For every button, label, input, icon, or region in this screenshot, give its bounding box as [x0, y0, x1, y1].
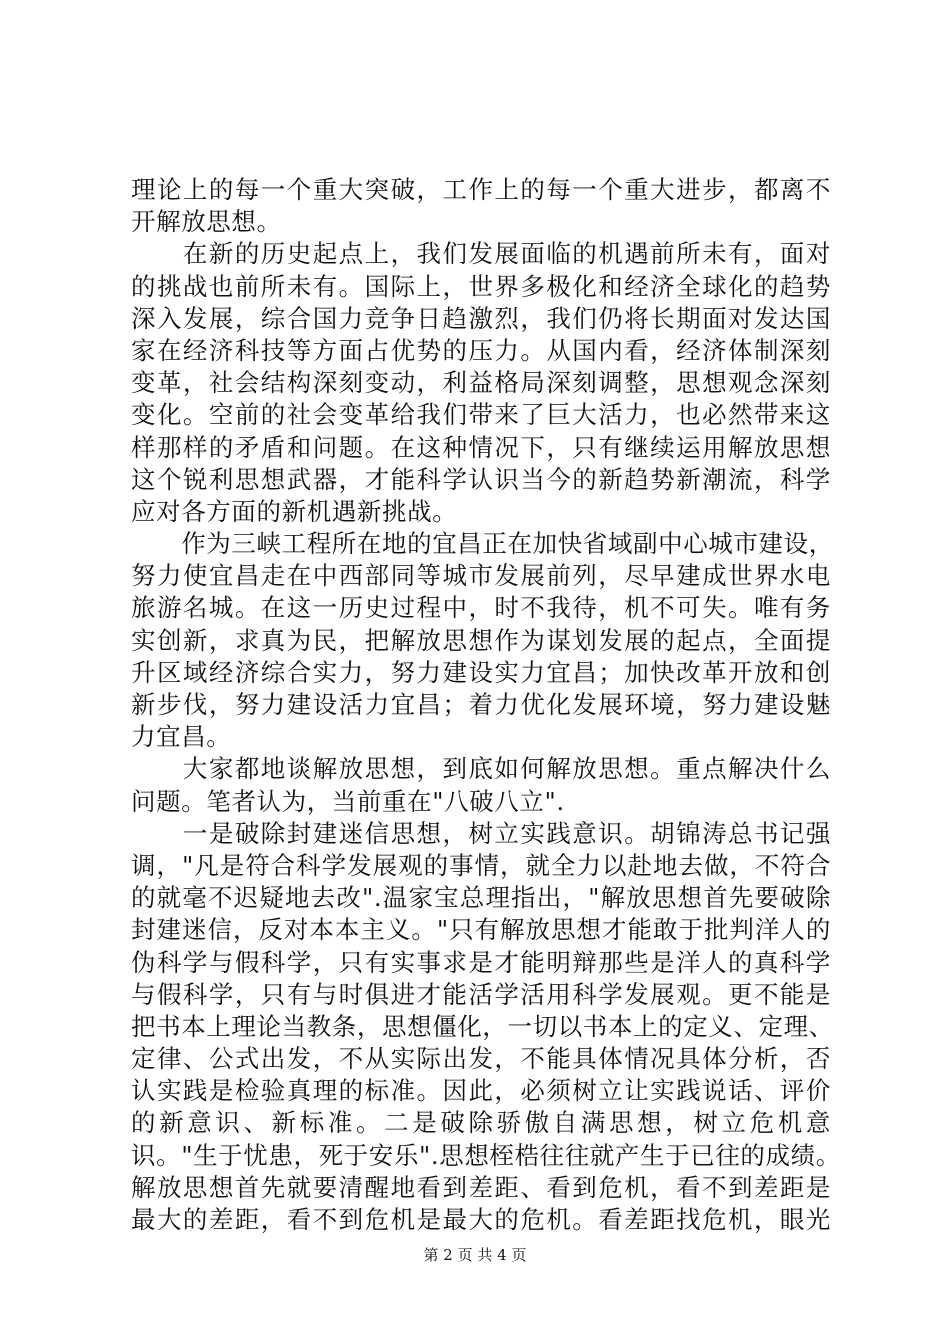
text-line: 努力使宜昌走在中西部同等城市发展前列，尽早建成世界水电	[131, 561, 831, 591]
text-line: 封建迷信，反对本本主义。"只有解放思想才能敢于批判洋人的	[131, 915, 831, 945]
text-line: 力宜昌。	[131, 722, 232, 752]
text-line: 作为三峡工程所在地的宜昌正在加快省域副中心城市建设，	[131, 529, 834, 559]
text-line: 实创新，求真为民，把解放思想作为谋划发展的起点，全面提	[131, 625, 831, 655]
text-line: 应对各方面的新机遇新挑战。	[131, 496, 458, 526]
text-line: 解放思想首先就要清醒地看到差距、看到危机，看不到差距是	[131, 1172, 831, 1202]
text-line: 伪科学与假科学，只有实事求是才能明辩那些是洋人的真科学	[131, 947, 831, 977]
text-line: 调，"凡是符合科学发展观的事情，就全力以赴地去做，不符合	[131, 850, 831, 880]
text-line: 旅游名城。在这一历史过程中，时不我待，机不可失。唯有务	[131, 593, 831, 623]
text-line: 这个锐利思想武器，才能科学认识当今的新趋势新潮流，科学	[131, 464, 831, 494]
text-line: 家在经济科技等方面占优势的压力。从国内看，经济体制深刻	[131, 335, 831, 365]
text-line: 定律、公式出发，不从实际出发，不能具体情况具体分析，否	[131, 1044, 831, 1074]
text-line: 升区域经济综合实力，努力建设实力宜昌；加快改革开放和创	[131, 657, 831, 687]
text-line: 样那样的矛盾和问题。在这种情况下，只有继续运用解放思想	[131, 432, 831, 462]
text-line: 一是破除封建迷信思想，树立实践意识。胡锦涛总书记强	[131, 818, 831, 848]
document-body	[131, 174, 841, 1236]
text-line: 的新意识、新标准。二是破除骄傲自满思想，树立危机意	[131, 1108, 831, 1138]
text-line: 新步伐，努力建设活力宜昌；着力优化发展环境，努力建设魅	[131, 690, 831, 719]
page-number-label: 第 2 页 共 4 页	[423, 1246, 527, 1264]
text-line: 的就毫不迟疑地去改".温家宝总理指出，"解放思想首先要破除	[131, 883, 831, 913]
text-line: 变化。空前的社会变革给我们带来了巨大活力，也必然带来这	[131, 400, 831, 430]
text-line: 开解放思想。	[131, 207, 282, 237]
text-line: 深入发展，综合国力竞争日趋激烈，我们仍将长期面对发达国	[131, 303, 831, 333]
text-line: 在新的历史起点上，我们发展面临的机遇前所未有，面对	[131, 239, 831, 269]
text-line: 理论上的每一个重大突破，工作上的每一个重大进步，都离不	[131, 175, 831, 204]
text-line: 识。"生于忧患，死于安乐".思想桎梏往往就产生于已往的成绩。	[131, 1140, 841, 1170]
text-line: 把书本上理论当教条，思想僵化，一切以书本上的定义、定理、	[131, 1011, 834, 1041]
text-line: 最大的差距，看不到危机是最大的危机。看差距找危机，眼光	[131, 1205, 831, 1234]
text-line: 的挑战也前所未有。国际上，世界多极化和经济全球化的趋势	[131, 271, 831, 301]
text-line: 变革，社会结构深刻变动，利益格局深刻调整，思想观念深刻	[131, 368, 831, 398]
text-line: 问题。笔者认为，当前重在"八破八立".	[131, 786, 565, 816]
page-footer	[0, 1245, 950, 1265]
text-line: 认实践是检验真理的标准。因此，必须树立让实践说话、评价	[131, 1076, 831, 1106]
text-line: 大家都地谈解放思想，到底如何解放思想。重点解决什么	[131, 754, 831, 784]
text-line: 与假科学，只有与时俱进才能活学活用科学发展观。更不能是	[131, 979, 831, 1009]
